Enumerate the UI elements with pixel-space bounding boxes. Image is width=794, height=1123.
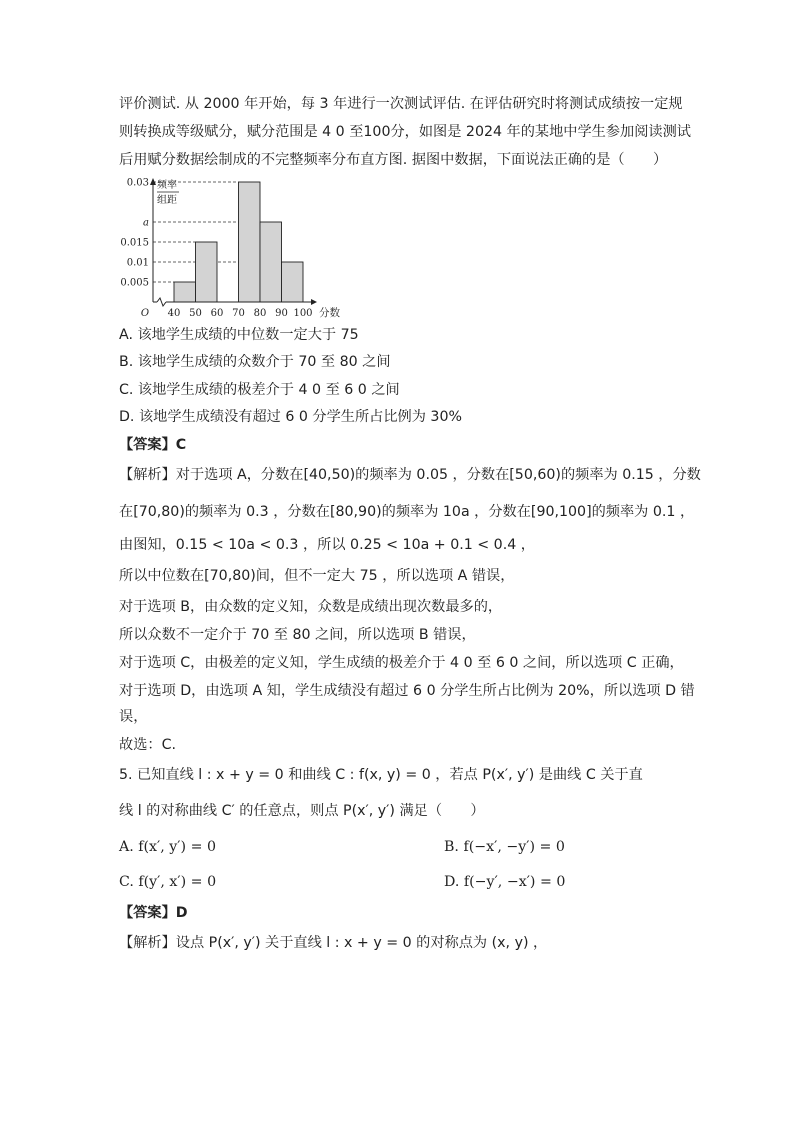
q4-analysis-line-8: 对于选项 D，由选项 A 知，学生成绩没有超过 6 0 分学生所占比例为 20%，所以选项 D 错	[119, 683, 695, 699]
x-axis-break	[157, 298, 166, 306]
q4-answer: 【答案】C	[119, 437, 187, 453]
y-tick-label-4: 0.005	[120, 277, 149, 289]
frequency-histogram	[119, 172, 359, 322]
histogram-bar-40	[174, 282, 196, 302]
q4-analysis-line-9: 误，	[119, 709, 148, 725]
y-axis-label-denominator: 组距	[157, 195, 177, 206]
x-tick-label-100: 100	[293, 308, 313, 319]
x-tick-label-70: 70	[232, 308, 245, 319]
q4-analysis-line-7: 对于选项 C，由极差的定义知，学生成绩的极差介于 4 0 至 6 0 之间，所以选项 C 正确，	[119, 655, 684, 671]
q5-option-a: A. f(x′, y′) = 0	[119, 839, 216, 855]
q4-analysis-line-1: 【解析】对于选项 A，分数在[40,50)的频率为 0.05 ，分数在[50,60)的频率为 0.15 ，分数	[119, 467, 701, 483]
x-tick-label-40: 40	[167, 308, 181, 319]
x-tick-label-90: 90	[275, 308, 288, 319]
histogram-bar-80	[260, 222, 282, 302]
histogram-bar-50	[196, 242, 218, 302]
x-axis-label: 分数	[319, 307, 340, 319]
q4-analysis-line-4: 所以中位数在[70,80)间，但不一定大 75 ，所以选项 A 错误，	[119, 568, 515, 584]
q4-analysis-line-3: 由图知，0.15 < 10a < 0.3 ，所以 0.25 < 10a + 0.1 < 0.4 ，	[119, 537, 535, 553]
q4-option-d: D. 该地学生成绩没有超过 6 0 分学生所占比例为 30%	[119, 409, 462, 425]
intro-line-3: 后用赋分数据绘制成的不完整频率分布直方图. 据图中数据，下面说法正确的是（ ）	[119, 152, 668, 168]
q4-conclusion: 故选：C.	[119, 737, 176, 753]
x-tick-label-50: 50	[189, 308, 202, 319]
q4-analysis-line-2: 在[70,80)的频率为 0.3 ，分数在[80,90)的频率为 10a ，分数在[90,100]的频率为 0.1 ，	[119, 504, 695, 520]
y-tick-label-3: 0.01	[126, 257, 149, 269]
x-tick-label-60: 60	[210, 308, 224, 319]
y-axis-label-numerator: 频率	[157, 180, 177, 191]
q5-analysis: 【解析】设点 P(x′, y′) 关于直线 l : x + y = 0 的对称点为 (x, y) ，	[119, 935, 548, 951]
q5-option-c: C. f(y′, x′) = 0	[119, 874, 217, 890]
y-tick-label-2: 0.015	[120, 237, 149, 249]
y-tick-label-1: a	[143, 217, 149, 229]
q4-option-b: B. 该地学生成绩的众数介于 70 至 80 之间	[119, 354, 391, 370]
q5-answer: 【答案】D	[119, 905, 188, 921]
intro-line-2: 则转换成等级赋分，赋分范围是 4 0 至100分，如图是 2024 年的某地中学生参加阅读测试	[119, 124, 691, 140]
histogram-bar-90	[282, 262, 304, 302]
q4-option-c: C. 该地学生成绩的极差介于 4 0 至 6 0 之间	[119, 382, 400, 398]
q5-option-d: D. f(−y′, −x′) = 0	[444, 874, 566, 890]
q5-stem-line-2: 线 l 的对称曲线 C′ 的任意点，则点 P(x′, y′) 满足（ ）	[119, 803, 485, 819]
x-axis-arrow	[311, 299, 317, 305]
y-axis-arrow	[150, 178, 156, 185]
x-tick-label-80: 80	[253, 308, 267, 319]
y-tick-label-0: 0.03	[126, 177, 149, 189]
q5-stem-line-1: 5. 已知直线 l : x + y = 0 和曲线 C : f(x, y) = 0 ，若点 P(x′, y′) 是曲线 C 关于直	[119, 767, 643, 783]
histogram-bar-70	[239, 182, 261, 302]
q5-option-b: B. f(−x′, −y′) = 0	[444, 839, 565, 855]
origin-label: O	[140, 308, 150, 319]
intro-line-1: 评价测试. 从 2000 年开始，每 3 年进行一次测试评估. 在评估研究时将测试成绩按一定规	[119, 96, 683, 112]
q4-analysis-line-6: 所以众数不一定介于 70 至 80 之间，所以选项 B 错误，	[119, 627, 476, 643]
q4-option-a: A. 该地学生成绩的中位数一定大于 75	[119, 327, 359, 343]
q4-analysis-line-5: 对于选项 B，由众数的定义知，众数是成绩出现次数最多的，	[119, 599, 503, 615]
